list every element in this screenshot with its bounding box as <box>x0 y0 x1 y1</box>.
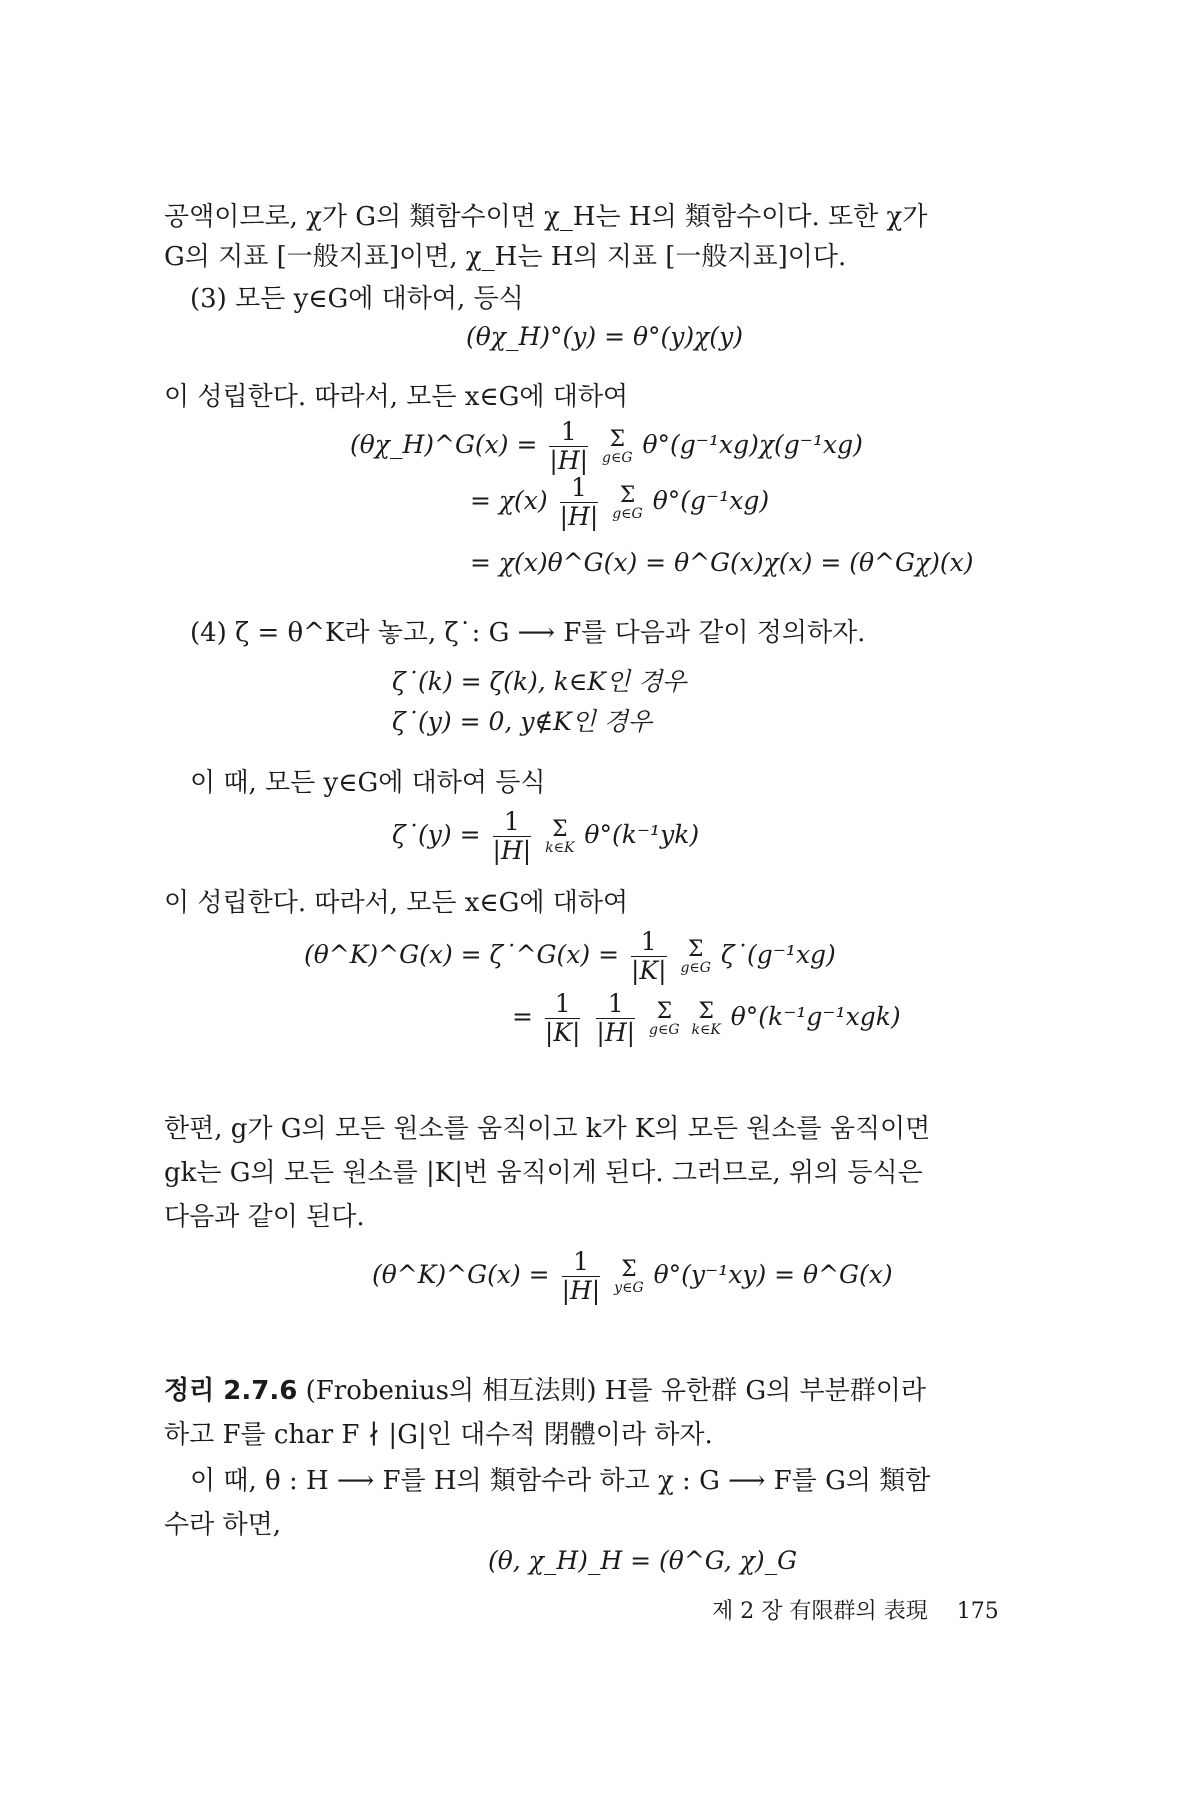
fraction <box>631 928 667 985</box>
text-line: G의 지표 [一般지표]이면, χ_H는 H의 지표 [一般지표]이다. <box>164 242 847 272</box>
equation-2-line-3: = χ(x)θ^G(x) = θ^G(x)χ(x) = (θ^Gχ)(x) <box>470 548 974 577</box>
theorem-line-4: 수라 하면, <box>164 1510 281 1540</box>
equation-2-line-1 <box>350 418 863 475</box>
definition-line-1: ζ˙(k) = ζ(k), k∈K인 경우 <box>392 667 687 696</box>
denominator: |H| <box>596 1018 636 1047</box>
fraction <box>545 990 581 1047</box>
eq2-rhs: θ°(g⁻¹xg)χ(g⁻¹xg) <box>642 430 863 459</box>
theorem-line-3: 이 때, θ : H ⟶ F를 H의 類함수라 하고 χ : G ⟶ F를 G의 類함 <box>190 1466 931 1496</box>
summation <box>602 426 633 466</box>
sigma-symbol: Σ <box>621 1256 637 1282</box>
summation <box>612 482 643 522</box>
equation-1: (θχ_H)°(y) = θ°(y)χ(y) <box>466 322 743 351</box>
equation-5 <box>372 1248 893 1305</box>
summation <box>691 998 721 1038</box>
eq4-rhs2: θ°(k⁻¹g⁻¹xgk) <box>730 1002 901 1031</box>
sum-index: g∈G <box>649 1021 680 1038</box>
text-line: gk는 G의 모든 원소를 |K|번 움직이게 된다. 그러므로, 위의 등식은 <box>164 1158 923 1188</box>
numerator: 1 <box>631 928 667 957</box>
sigma-symbol: Σ <box>698 998 714 1024</box>
eq4-rhs1: ζ˙(g⁻¹xg) <box>720 940 836 969</box>
eq2-line2-rhs: θ°(g⁻¹xg) <box>652 486 770 515</box>
denominator: |H| <box>559 502 599 531</box>
eq5-lhs: (θ^K)^G(x) = <box>372 1260 550 1289</box>
numerator: 1 <box>549 418 588 447</box>
denominator: |H| <box>561 1276 601 1305</box>
denominator: |H| <box>492 836 532 865</box>
sigma-symbol: Σ <box>552 816 568 842</box>
text-line: 이 성립한다. 따라서, 모든 x∈G에 대하여 <box>164 382 629 412</box>
summation <box>545 816 575 856</box>
eq2-lhs: (θχ_H)^G(x) = <box>350 430 538 459</box>
summation <box>614 1256 644 1296</box>
summation <box>649 998 680 1038</box>
numerator: 1 <box>560 474 599 503</box>
eq3-rhs: θ°(k⁻¹yk) <box>584 820 700 849</box>
fraction <box>562 1248 601 1305</box>
item-3-intro: (3) 모든 y∈G에 대하여, 등식 <box>190 284 524 314</box>
equation-3 <box>392 808 699 865</box>
theorem-equation: (θ, χ_H)_H = (θ^G, χ)_G <box>488 1546 798 1575</box>
sum-index: g∈G <box>602 449 633 466</box>
text-line: 이 때, 모든 y∈G에 대하여 등식 <box>190 768 546 798</box>
fraction <box>560 474 599 531</box>
sigma-symbol: Σ <box>619 482 636 508</box>
fraction <box>596 990 635 1047</box>
chapter-title: 제 2 장 有限群의 表現 <box>712 1599 928 1624</box>
theorem-first-line <box>164 1370 926 1407</box>
numerator: 1 <box>493 808 532 837</box>
sum-index: y∈G <box>614 1279 644 1296</box>
equation-2-line-2 <box>470 474 769 531</box>
text-line: 다음과 같이 된다. <box>164 1202 365 1232</box>
sigma-symbol: Σ <box>687 936 704 962</box>
theorem-label: 정리 2.7.6 <box>164 1376 298 1406</box>
text-line: 공액이므로, χ가 G의 類함수이면 χ_H는 H의 類함수이다. 또한 χ가 <box>164 202 928 232</box>
sigma-symbol: Σ <box>609 426 626 452</box>
sum-index: g∈G <box>612 505 643 522</box>
summation <box>680 936 711 976</box>
running-footer <box>712 1594 999 1625</box>
eq2-line2-pre: = χ(x) <box>470 486 548 515</box>
numerator: 1 <box>562 1248 601 1277</box>
sum-index: g∈G <box>680 959 711 976</box>
text-line: 한편, g가 G의 모든 원소를 움직이고 k가 K의 모든 원소를 움직이면 <box>164 1114 931 1144</box>
equation-4-line-1 <box>304 928 836 985</box>
page-number: 175 <box>956 1599 999 1624</box>
equals-sign: = <box>512 1002 533 1031</box>
eq4-lhs: (θ^K)^G(x) = ζ˙^G(x) = <box>304 940 620 969</box>
equation-4-line-2 <box>512 990 901 1047</box>
eq5-rhs: θ°(y⁻¹xy) = θ^G(x) <box>653 1260 893 1289</box>
denominator: |K| <box>544 1018 581 1047</box>
eq3-lhs: ζ˙(y) = <box>392 820 481 849</box>
fraction <box>549 418 588 475</box>
denominator: |H| <box>549 446 589 475</box>
numerator: 1 <box>596 990 635 1019</box>
item-4-intro: (4) ζ = θ^K라 놓고, ζ˙: G ⟶ F를 다음과 같이 정의하자. <box>190 618 866 648</box>
text-line: 이 성립한다. 따라서, 모든 x∈G에 대하여 <box>164 888 629 918</box>
sigma-symbol: Σ <box>656 998 673 1024</box>
theorem-line-1: (Frobenius의 相互法則) H를 유한群 G의 부분群이라 <box>305 1376 926 1406</box>
numerator: 1 <box>545 990 581 1019</box>
definition-line-2: ζ˙(y) = 0, y∉K인 경우 <box>392 707 653 736</box>
theorem-line-2: 하고 F를 char F ∤ |G|인 대수적 閉體이라 하자. <box>164 1420 713 1450</box>
sum-index: k∈K <box>691 1021 721 1038</box>
denominator: |K| <box>630 956 667 985</box>
sum-index: k∈K <box>545 839 575 856</box>
fraction <box>493 808 532 865</box>
